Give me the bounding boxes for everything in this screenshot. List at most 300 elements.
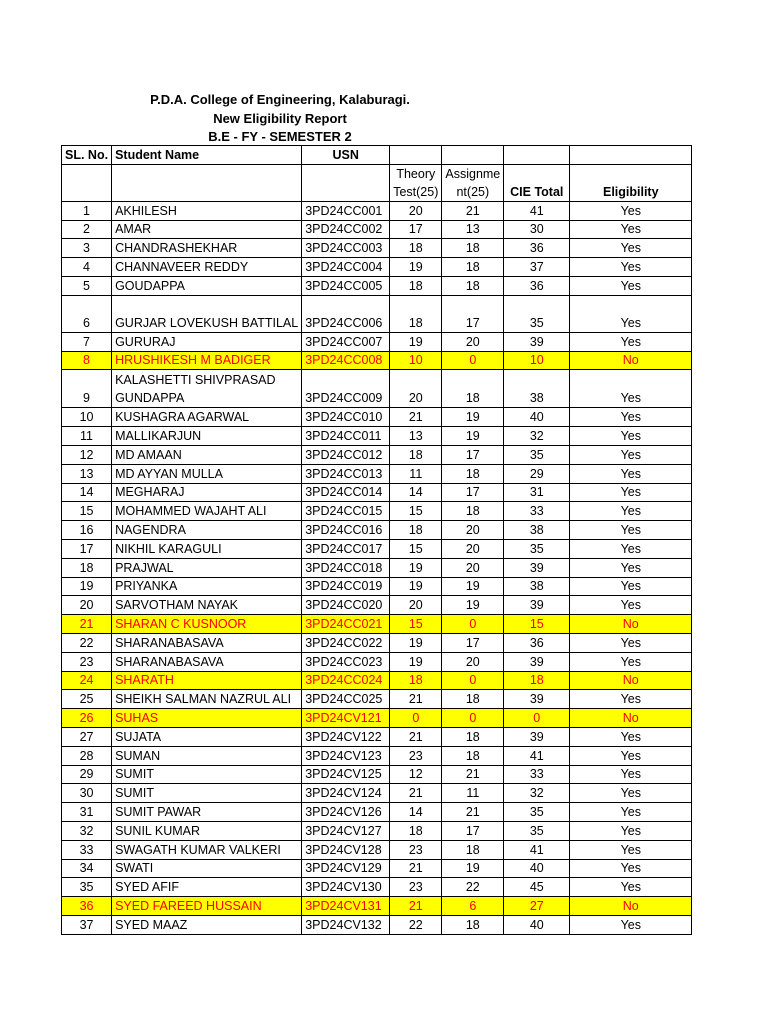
eligibility-cell: Yes <box>570 258 692 277</box>
usn-cell: 3PD24CC021 <box>302 615 390 634</box>
eligibility-cell: Yes <box>570 539 692 558</box>
assignment-cell: 19 <box>442 427 504 446</box>
eligibility-cell: Yes <box>570 765 692 784</box>
sl-no-cell: 4 <box>62 258 112 277</box>
eligibility-cell: Yes <box>570 220 692 239</box>
student-name-cell: SHARANABASAVA <box>112 652 302 671</box>
student-name-cell: MOHAMMED WAJAHT ALI <box>112 502 302 521</box>
student-name-cell: SUMIT <box>112 784 302 803</box>
cie-total-cell: 35 <box>504 445 570 464</box>
theory-cell: 14 <box>390 483 442 502</box>
usn-cell: 3PD24CC006 <box>302 295 390 332</box>
eligibility-cell: Yes <box>570 239 692 258</box>
report-title: New Eligibility Report <box>213 111 347 126</box>
theory-cell: 15 <box>390 502 442 521</box>
usn-cell: 3PD24CC024 <box>302 671 390 690</box>
table-row <box>62 915 692 934</box>
cie-total-cell: 38 <box>504 577 570 596</box>
eligibility-cell: Yes <box>570 332 692 351</box>
assignment-cell: 19 <box>442 859 504 878</box>
sl-no-cell: 16 <box>62 521 112 540</box>
table-row <box>62 220 692 239</box>
usn-cell: 3PD24CV127 <box>302 821 390 840</box>
usn-cell: 3PD24CC012 <box>302 445 390 464</box>
assignment-cell: 20 <box>442 652 504 671</box>
cie-total-cell: 31 <box>504 483 570 502</box>
assignment-cell: 20 <box>442 521 504 540</box>
usn-cell: 3PD24CC013 <box>302 464 390 483</box>
eligibility-cell: Yes <box>570 295 692 332</box>
usn-cell: 3PD24CV122 <box>302 727 390 746</box>
sl-no-cell: 1 <box>62 201 112 220</box>
assignment-cell: 20 <box>442 558 504 577</box>
assignment-cell: 18 <box>442 502 504 521</box>
theory-cell: 21 <box>390 408 442 427</box>
table-row <box>62 295 692 332</box>
table-row <box>62 671 692 690</box>
cie-total-cell: 35 <box>504 803 570 822</box>
sl-no-cell: 25 <box>62 690 112 709</box>
eligibility-cell: No <box>570 897 692 916</box>
table-row <box>62 502 692 521</box>
student-name-cell: GURURAJ <box>112 332 302 351</box>
sl-no-cell: 29 <box>62 765 112 784</box>
usn-cell: 3PD24CV132 <box>302 915 390 934</box>
col-header-assignment: Assignme nt(25) <box>442 164 504 201</box>
eligibility-cell: Yes <box>570 840 692 859</box>
usn-cell: 3PD24CC003 <box>302 239 390 258</box>
table-row <box>62 690 692 709</box>
usn-cell: 3PD24CC025 <box>302 690 390 709</box>
sl-no-cell: 5 <box>62 276 112 295</box>
col-header-student-name: Student Name <box>112 146 302 165</box>
usn-cell: 3PD24CC016 <box>302 521 390 540</box>
subheader-row <box>62 164 692 201</box>
assignment-cell: 6 <box>442 897 504 916</box>
assignment-cell: 18 <box>442 915 504 934</box>
table-row <box>62 784 692 803</box>
eligibility-cell: Yes <box>570 652 692 671</box>
theory-cell: 19 <box>390 633 442 652</box>
cie-total-cell: 40 <box>504 859 570 878</box>
student-name-cell: AKHILESH <box>112 201 302 220</box>
cie-total-cell: 0 <box>504 709 570 728</box>
sl-no-cell: 8 <box>62 351 112 370</box>
table-row <box>62 483 692 502</box>
semester-title: B.E - FY - SEMESTER 2 <box>208 129 352 144</box>
cie-total-cell: 40 <box>504 408 570 427</box>
usn-cell: 3PD24CC019 <box>302 577 390 596</box>
theory-cell: 15 <box>390 539 442 558</box>
usn-cell: 3PD24CC004 <box>302 258 390 277</box>
table-row <box>62 709 692 728</box>
student-name-cell: CHANDRASHEKHAR <box>112 239 302 258</box>
theory-cell: 19 <box>390 577 442 596</box>
table-row <box>62 427 692 446</box>
theory-cell: 14 <box>390 803 442 822</box>
student-name-cell: SARVOTHAM NAYAK <box>112 596 302 615</box>
theory-cell: 18 <box>390 276 442 295</box>
theory-cell: 22 <box>390 915 442 934</box>
student-name-cell: SWATI <box>112 859 302 878</box>
usn-cell: 3PD24CV125 <box>302 765 390 784</box>
usn-cell: 3PD24CC010 <box>302 408 390 427</box>
table-row <box>62 201 692 220</box>
usn-cell: 3PD24CV123 <box>302 746 390 765</box>
table-row <box>62 370 692 408</box>
sl-no-cell: 15 <box>62 502 112 521</box>
student-name-cell: SHARAN C KUSNOOR <box>112 615 302 634</box>
sl-no-cell: 19 <box>62 577 112 596</box>
theory-cell: 21 <box>390 690 442 709</box>
usn-cell: 3PD24CC015 <box>302 502 390 521</box>
table-row <box>62 596 692 615</box>
cie-total-cell: 40 <box>504 915 570 934</box>
cie-total-cell: 10 <box>504 351 570 370</box>
eligibility-cell: Yes <box>570 558 692 577</box>
sl-no-cell: 17 <box>62 539 112 558</box>
table-row <box>62 351 692 370</box>
table-row <box>62 558 692 577</box>
student-name-cell: SUHAS <box>112 709 302 728</box>
student-name-cell: GURJAR LOVEKUSH BATTILAL <box>112 295 302 332</box>
usn-cell: 3PD24CC011 <box>302 427 390 446</box>
usn-cell: 3PD24CC023 <box>302 652 390 671</box>
eligibility-table <box>61 145 692 935</box>
table-row <box>62 332 692 351</box>
assignment-cell: 18 <box>442 464 504 483</box>
usn-cell: 3PD24CC009 <box>302 370 390 408</box>
eligibility-cell: Yes <box>570 370 692 408</box>
theory-cell: 21 <box>390 727 442 746</box>
eligibility-cell: Yes <box>570 427 692 446</box>
student-name-cell: PRIYANKA <box>112 577 302 596</box>
table-row <box>62 408 692 427</box>
usn-cell: 3PD24CV121 <box>302 709 390 728</box>
student-name-cell: HRUSHIKESH M BADIGER <box>112 351 302 370</box>
sl-no-cell: 12 <box>62 445 112 464</box>
assignment-cell: 21 <box>442 201 504 220</box>
student-name-cell: AMAR <box>112 220 302 239</box>
eligibility-cell: No <box>570 709 692 728</box>
cie-total-cell: 41 <box>504 746 570 765</box>
usn-cell: 3PD24CC002 <box>302 220 390 239</box>
sl-no-cell: 22 <box>62 633 112 652</box>
eligibility-cell: No <box>570 615 692 634</box>
theory-cell: 18 <box>390 671 442 690</box>
sl-no-cell: 23 <box>62 652 112 671</box>
assignment-cell: 18 <box>442 276 504 295</box>
assignment-cell: 0 <box>442 615 504 634</box>
sl-no-cell: 32 <box>62 821 112 840</box>
table-row <box>62 577 692 596</box>
assignment-cell: 11 <box>442 784 504 803</box>
usn-cell: 3PD24CC014 <box>302 483 390 502</box>
col-header-eligibility: Eligibility <box>570 164 692 201</box>
assignment-cell: 0 <box>442 671 504 690</box>
sl-no-cell: 18 <box>62 558 112 577</box>
sl-no-cell: 35 <box>62 878 112 897</box>
assignment-cell: 18 <box>442 239 504 258</box>
col-header-cie-total: CIE Total <box>504 164 570 201</box>
theory-cell: 19 <box>390 332 442 351</box>
theory-cell: 20 <box>390 370 442 408</box>
usn-cell: 3PD24CC001 <box>302 201 390 220</box>
table-row <box>62 727 692 746</box>
theory-cell: 21 <box>390 859 442 878</box>
sl-no-cell: 30 <box>62 784 112 803</box>
theory-cell: 20 <box>390 201 442 220</box>
table-row <box>62 821 692 840</box>
cie-total-cell: 36 <box>504 633 570 652</box>
col-header-usn: USN <box>302 146 390 165</box>
eligibility-cell: Yes <box>570 878 692 897</box>
eligibility-cell: Yes <box>570 859 692 878</box>
student-name-cell: KUSHAGRA AGARWAL <box>112 408 302 427</box>
usn-cell: 3PD24CV129 <box>302 859 390 878</box>
cie-total-cell: 29 <box>504 464 570 483</box>
usn-cell: 3PD24CC005 <box>302 276 390 295</box>
theory-cell: 10 <box>390 351 442 370</box>
cie-total-cell: 41 <box>504 840 570 859</box>
cie-total-cell: 32 <box>504 784 570 803</box>
assignment-cell: 19 <box>442 577 504 596</box>
sl-no-cell: 6 <box>62 295 112 332</box>
eligibility-cell: Yes <box>570 201 692 220</box>
table-row <box>62 840 692 859</box>
student-name-cell: SUMIT PAWAR <box>112 803 302 822</box>
assignment-cell: 19 <box>442 408 504 427</box>
theory-cell: 18 <box>390 239 442 258</box>
theory-cell: 19 <box>390 558 442 577</box>
eligibility-cell: Yes <box>570 633 692 652</box>
table-row <box>62 445 692 464</box>
cie-total-cell: 39 <box>504 558 570 577</box>
student-name-cell: KALASHETTI SHIVPRASAD GUNDAPPA <box>112 370 302 408</box>
sl-no-cell: 31 <box>62 803 112 822</box>
theory-cell: 18 <box>390 821 442 840</box>
sl-no-cell: 21 <box>62 615 112 634</box>
eligibility-cell: Yes <box>570 577 692 596</box>
theory-cell: 18 <box>390 295 442 332</box>
cie-total-cell: 39 <box>504 652 570 671</box>
usn-cell: 3PD24CC022 <box>302 633 390 652</box>
assignment-cell: 13 <box>442 220 504 239</box>
student-name-cell: SUNIL KUMAR <box>112 821 302 840</box>
student-name-cell: MD AMAAN <box>112 445 302 464</box>
eligibility-cell: Yes <box>570 784 692 803</box>
cie-total-cell: 30 <box>504 220 570 239</box>
theory-cell: 11 <box>390 464 442 483</box>
eligibility-cell: Yes <box>570 746 692 765</box>
theory-cell: 21 <box>390 897 442 916</box>
eligibility-cell: Yes <box>570 464 692 483</box>
usn-cell: 3PD24CC018 <box>302 558 390 577</box>
eligibility-cell: No <box>570 351 692 370</box>
student-name-cell: CHANNAVEER REDDY <box>112 258 302 277</box>
sl-no-cell: 34 <box>62 859 112 878</box>
assignment-cell: 17 <box>442 295 504 332</box>
table-row <box>62 276 692 295</box>
assignment-cell: 0 <box>442 709 504 728</box>
assignment-cell: 18 <box>442 690 504 709</box>
usn-cell: 3PD24CV126 <box>302 803 390 822</box>
theory-cell: 19 <box>390 258 442 277</box>
assignment-cell: 22 <box>442 878 504 897</box>
assignment-cell: 21 <box>442 803 504 822</box>
cie-total-cell: 39 <box>504 332 570 351</box>
cie-total-cell: 27 <box>504 897 570 916</box>
table-row <box>62 615 692 634</box>
cie-total-cell: 39 <box>504 596 570 615</box>
student-name-cell: NAGENDRA <box>112 521 302 540</box>
assignment-cell: 17 <box>442 445 504 464</box>
header-row <box>62 146 692 165</box>
cie-total-cell: 32 <box>504 427 570 446</box>
theory-cell: 13 <box>390 427 442 446</box>
table-row <box>62 897 692 916</box>
student-name-cell: SHEIKH SALMAN NAZRUL ALI <box>112 690 302 709</box>
student-name-cell: SHARANABASAVA <box>112 633 302 652</box>
cie-total-cell: 39 <box>504 690 570 709</box>
student-name-cell: NIKHIL KARAGULI <box>112 539 302 558</box>
usn-cell: 3PD24CV130 <box>302 878 390 897</box>
eligibility-cell: Yes <box>570 521 692 540</box>
table-row <box>62 803 692 822</box>
theory-cell: 17 <box>390 220 442 239</box>
usn-cell: 3PD24CC017 <box>302 539 390 558</box>
usn-cell: 3PD24CV124 <box>302 784 390 803</box>
eligibility-cell: Yes <box>570 690 692 709</box>
cie-total-cell: 35 <box>504 539 570 558</box>
usn-cell: 3PD24CV128 <box>302 840 390 859</box>
theory-cell: 19 <box>390 652 442 671</box>
assignment-cell: 17 <box>442 821 504 840</box>
cie-total-cell: 35 <box>504 821 570 840</box>
usn-cell: 3PD24CC008 <box>302 351 390 370</box>
cie-total-cell: 15 <box>504 615 570 634</box>
cie-total-cell: 41 <box>504 201 570 220</box>
theory-cell: 20 <box>390 596 442 615</box>
cie-total-cell: 18 <box>504 671 570 690</box>
usn-cell: 3PD24CC020 <box>302 596 390 615</box>
eligibility-cell: Yes <box>570 445 692 464</box>
assignment-cell: 0 <box>442 351 504 370</box>
sl-no-cell: 14 <box>62 483 112 502</box>
student-name-cell: MALLIKARJUN <box>112 427 302 446</box>
cie-total-cell: 38 <box>504 521 570 540</box>
cie-total-cell: 33 <box>504 765 570 784</box>
sl-no-cell: 36 <box>62 897 112 916</box>
sl-no-cell: 27 <box>62 727 112 746</box>
student-name-cell: GOUDAPPA <box>112 276 302 295</box>
eligibility-cell: Yes <box>570 727 692 746</box>
sl-no-cell: 9 <box>62 370 112 408</box>
eligibility-cell: Yes <box>570 821 692 840</box>
sl-no-cell: 7 <box>62 332 112 351</box>
cie-total-cell: 33 <box>504 502 570 521</box>
theory-cell: 15 <box>390 615 442 634</box>
sl-no-cell: 28 <box>62 746 112 765</box>
assignment-cell: 17 <box>442 483 504 502</box>
table-row <box>62 239 692 258</box>
cie-total-cell: 38 <box>504 370 570 408</box>
eligibility-cell: Yes <box>570 803 692 822</box>
student-name-cell: SUMIT <box>112 765 302 784</box>
cie-total-cell: 36 <box>504 239 570 258</box>
table-row <box>62 878 692 897</box>
student-name-cell: SYED MAAZ <box>112 915 302 934</box>
student-name-cell: SYED AFIF <box>112 878 302 897</box>
sl-no-cell: 20 <box>62 596 112 615</box>
theory-cell: 23 <box>390 878 442 897</box>
theory-cell: 21 <box>390 784 442 803</box>
col-header-theory: Theory Test(25) <box>390 164 442 201</box>
assignment-cell: 18 <box>442 258 504 277</box>
student-name-cell: SUMAN <box>112 746 302 765</box>
usn-cell: 3PD24CC007 <box>302 332 390 351</box>
assignment-cell: 18 <box>442 840 504 859</box>
assignment-cell: 18 <box>442 727 504 746</box>
sl-no-cell: 33 <box>62 840 112 859</box>
cie-total-cell: 36 <box>504 276 570 295</box>
eligibility-cell: Yes <box>570 276 692 295</box>
table-row <box>62 746 692 765</box>
eligibility-cell: Yes <box>570 596 692 615</box>
eligibility-cell: No <box>570 671 692 690</box>
table-row <box>62 652 692 671</box>
student-name-cell: SUJATA <box>112 727 302 746</box>
sl-no-cell: 11 <box>62 427 112 446</box>
student-name-cell: SWAGATH KUMAR VALKERI <box>112 840 302 859</box>
student-name-cell: MEGHARAJ <box>112 483 302 502</box>
eligibility-cell: Yes <box>570 408 692 427</box>
theory-cell: 18 <box>390 521 442 540</box>
sl-no-cell: 26 <box>62 709 112 728</box>
eligibility-cell: Yes <box>570 915 692 934</box>
eligibility-cell: Yes <box>570 502 692 521</box>
assignment-cell: 18 <box>442 370 504 408</box>
sl-no-cell: 37 <box>62 915 112 934</box>
table-row <box>62 633 692 652</box>
table-row <box>62 464 692 483</box>
sl-no-cell: 2 <box>62 220 112 239</box>
sl-no-cell: 3 <box>62 239 112 258</box>
assignment-cell: 18 <box>442 746 504 765</box>
student-name-cell: MD AYYAN MULLA <box>112 464 302 483</box>
sl-no-cell: 13 <box>62 464 112 483</box>
student-name-cell: SHARATH <box>112 671 302 690</box>
theory-cell: 23 <box>390 840 442 859</box>
assignment-cell: 20 <box>442 539 504 558</box>
theory-cell: 23 <box>390 746 442 765</box>
assignment-cell: 19 <box>442 596 504 615</box>
student-name-cell: SYED FAREED HUSSAIN <box>112 897 302 916</box>
assignment-cell: 21 <box>442 765 504 784</box>
student-name-cell: PRAJWAL <box>112 558 302 577</box>
cie-total-cell: 39 <box>504 727 570 746</box>
sl-no-cell: 10 <box>62 408 112 427</box>
cie-total-cell: 37 <box>504 258 570 277</box>
sl-no-cell: 24 <box>62 671 112 690</box>
table-row <box>62 539 692 558</box>
theory-cell: 12 <box>390 765 442 784</box>
cie-total-cell: 45 <box>504 878 570 897</box>
table-row <box>62 521 692 540</box>
table-row <box>62 258 692 277</box>
col-header-sl-no: SL. No. <box>62 146 112 165</box>
table-row <box>62 765 692 784</box>
